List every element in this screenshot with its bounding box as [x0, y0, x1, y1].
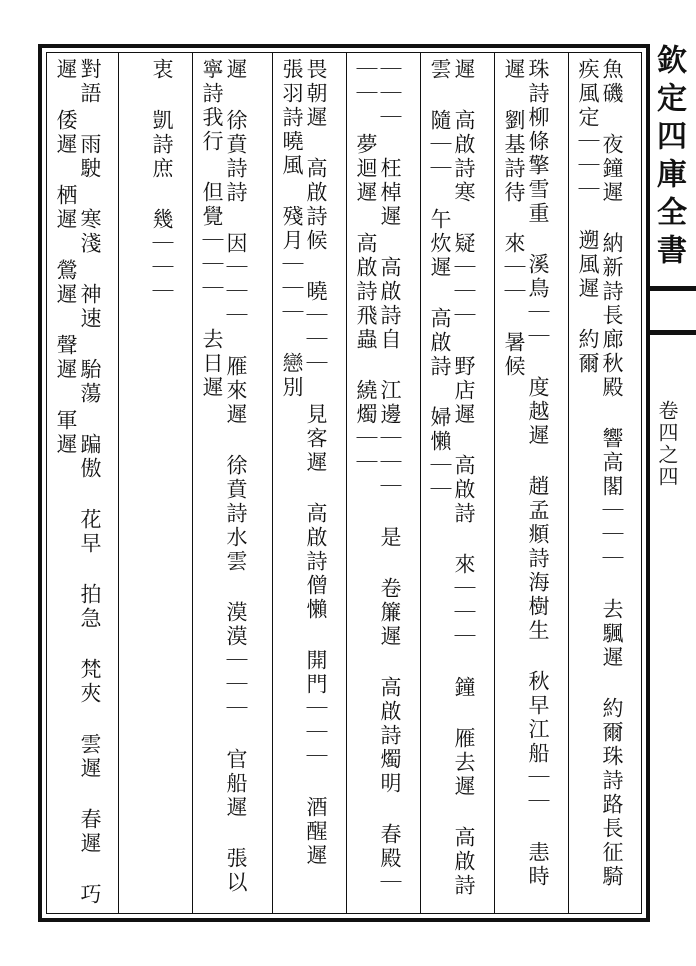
text-column-8: 對語 雨駛 寒淺 神速 駘蕩 蹁傲 花早 拍急 梵夾 雲遲 春遲 巧遲 倭遲 栖遲 鶯遲 聲遲 軍遲 — [54, 58, 102, 907]
column-rule — [192, 52, 193, 914]
text-column-7: 衷 凱詩庶 幾｜｜｜ — [150, 58, 174, 304]
column-rule — [494, 52, 495, 914]
margin-divider — [650, 286, 696, 291]
text-column-4: ｜｜｜ 枉棹遲 高啟詩自 江邊｜｜｜ 是 卷簾遲 高啟詩燭明 春殿｜｜｜ 夢迴遲 高啟詩飛蟲 繞燭｜｜ — [354, 58, 402, 895]
column-rule — [568, 52, 569, 914]
text-column-2: 珠詩柳條擎雪重 溪鳥｜｜ 度越遲 趙孟頫詩海樹生 秋早江船｜｜ 恚時遲 劉基詩待 來｜｜ 暑候 — [502, 58, 550, 889]
text-column-5: 畏朝遲 高啟詩候 曉｜｜｜ 見客遲 高啟詩僧懶 開門｜｜｜ 酒醒遲 張羽詩曉風 殘月｜｜｜ 戀別 — [280, 58, 328, 868]
margin-divider — [650, 330, 696, 335]
column-rule — [420, 52, 421, 914]
text-column-1: 魚磯 夜鐘遲 納新詩長廊秋殿 響高閣｜｜｜ 去颿遲 約爾珠詩路長征騎 疾風定｜｜｜ 遡風遲 約爾 — [576, 58, 624, 889]
column-rule — [346, 52, 347, 914]
column-rule — [272, 52, 273, 914]
volume-label: 卷四之四 — [655, 400, 679, 488]
column-rule — [118, 52, 119, 914]
text-column-6: 遲 徐賁詩詩 因｜｜｜ 雁來遲 徐賁詩水雲 漠漠｜｜｜ 官船遲 張以寧詩我行 但覺｜｜｜ 去日遲 — [200, 58, 248, 895]
book-title: 欽定四庫全書 — [651, 44, 686, 272]
text-column-3: 遲 高啟詩寒 疑｜｜｜ 野店遲 高啟詩 來｜｜｜ 鐘 雁去遲 高啟詩雲 隨｜｜ 午炊遲 高啟詩 婦懶｜｜ — [428, 58, 476, 898]
